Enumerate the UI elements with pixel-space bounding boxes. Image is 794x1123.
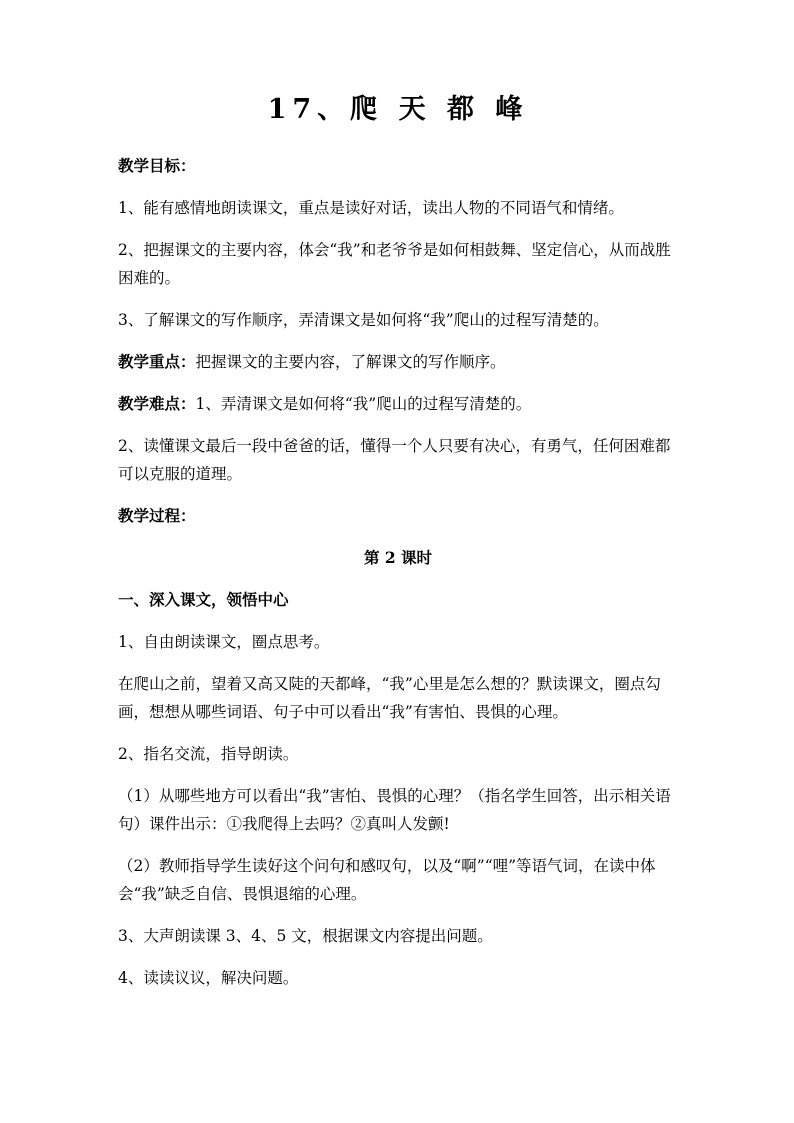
paragraph: 1、自由朗读课文，圈点思考。 <box>118 633 330 651</box>
objective-item: 3、了解课文的写作顺序，弄清课文是如何将“我”爬山的过程写清楚的。 <box>118 311 609 329</box>
objectives-heading: 教学目标： <box>118 156 196 175</box>
difficulties-text: 1、弄清课文是如何将“我”爬山的过程写清楚的。 <box>195 395 532 413</box>
document-page <box>118 92 678 1006</box>
paragraph: （1）从哪些地方可以看出“我”害怕、畏惧的心理？（指名学生回答，出示相关语句）课件出示：①我爬得上去吗？②真叫人发颤! <box>118 787 671 833</box>
section-heading: 一、深入课文，领悟中心 <box>118 590 289 609</box>
paragraph: （2）教师指导学生读好这个问句和感叹句，以及“啊”“哩”等语气词，在读中体会“我”缺乏自信、畏惧退缩的心理。 <box>118 857 656 903</box>
paragraph: 4、读读议议，解决问题。 <box>118 969 299 987</box>
lesson-label: 第 2 课时 <box>363 548 433 567</box>
objective-item: 1、能有感情地朗读课文，重点是读好对话，读出人物的不同语气和情绪。 <box>118 199 624 217</box>
difficulties <box>118 390 678 418</box>
document-title: 17、爬 天 都 峰 <box>267 94 529 125</box>
difficulty-item: 2、读懂课文最后一段中爸爸的话，懂得一个人只要有决心，有勇气，任何困难都可以克服的道理。 <box>118 437 671 483</box>
key-points-label: 教学重点： <box>118 352 196 371</box>
difficulties-label: 教学难点： <box>118 394 196 413</box>
objective-item: 2、把握课文的主要内容，体会“我”和老爷爷是如何相鼓舞、坚定信心，从而战胜困难的。 <box>118 241 671 287</box>
key-points-text: 把握课文的主要内容，了解课文的写作顺序。 <box>195 353 506 371</box>
paragraph: 在爬山之前，望着又高又陡的天都峰，“我”心里是怎么想的？默读课文，圈点勾画，想想从哪些词语、句子中可以看出“我”有害怕、畏惧的心理。 <box>118 675 661 721</box>
paragraph: 3、大声朗读课 3、4、5 文，根据课文内容提出问题。 <box>118 927 493 945</box>
paragraph: 2、指名交流，指导朗读。 <box>118 745 299 763</box>
process-heading: 教学过程： <box>118 506 196 525</box>
key-points <box>118 348 678 376</box>
